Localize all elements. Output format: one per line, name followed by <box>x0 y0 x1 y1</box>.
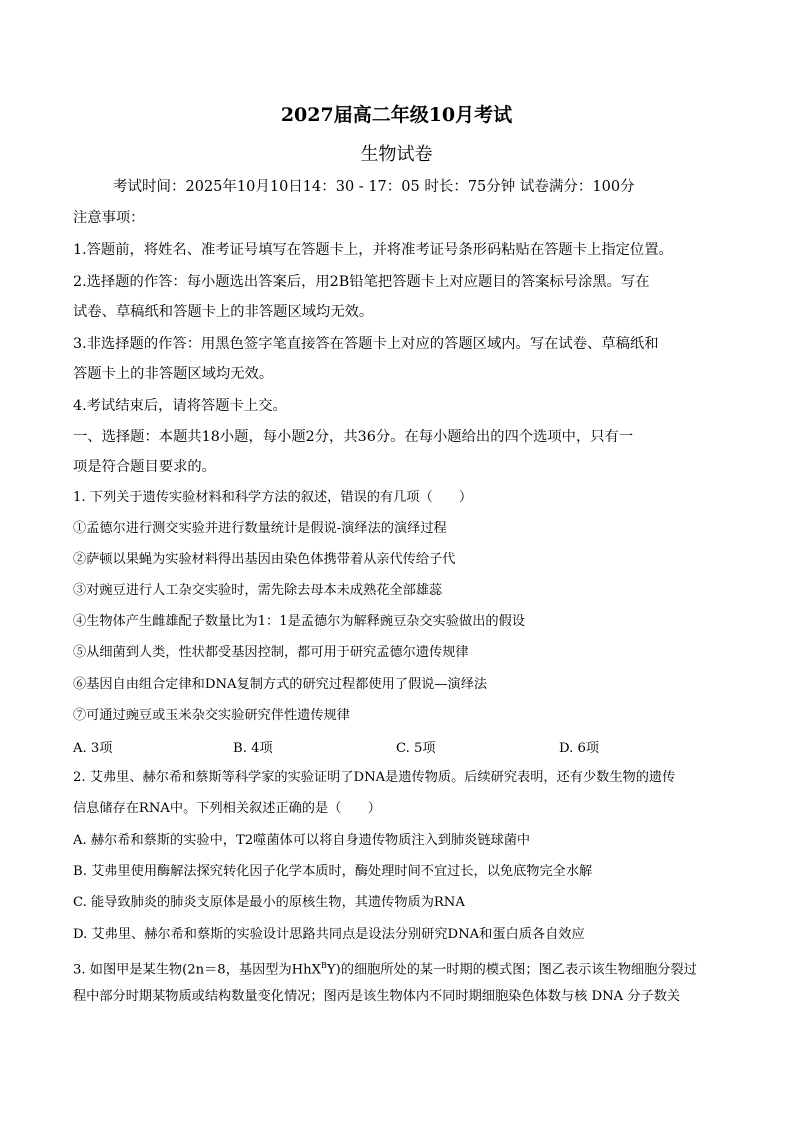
question-1-option-b: B. 4项 <box>233 741 273 756</box>
question-3-stem-line1 <box>73 956 733 980</box>
question-1-statement-7: ⑦可通过豌豆或玉米杂交实验研究伴性遗传规律 <box>73 708 350 723</box>
question-2-stem-line1: 2. 艾弗里、赫尔希和蔡斯等科学家的实验证明了DNA是遗传物质。后续研究表明，还有少数生物的遗传 <box>73 770 676 785</box>
question-1-option-a: A. 3项 <box>73 741 113 756</box>
question-1-statement-2: ②萨顿以果蝇为实验材料得出基因由染色体携带着从亲代传给子代 <box>73 552 456 567</box>
question-2-option-b: B. 艾弗里使用酶解法探究转化因子化学本质时，酶处理时间不宜过长，以免底物完全水解 <box>73 864 593 879</box>
notice-item-2-cont: 试卷、草稿纸和答题卡上的非答题区域均无效。 <box>73 304 374 320</box>
question-1-stem: 1. 下列关于遗传实验材料和科学方法的叙述，错误的有几项（ ） <box>73 490 473 505</box>
question-1-options <box>73 737 733 757</box>
question-2-option-a: A. 赫尔希和蔡斯的实验中，T2噬菌体可以将自身遗传物质注入到肺炎链球菌中 <box>73 833 531 848</box>
notice-heading: 注意事项： <box>73 210 145 226</box>
question-1-statement-5: ⑤从细菌到人类，性状都受基因控制，都可用于研究孟德尔遗传规律 <box>73 645 469 660</box>
section-heading-line1: 一、选择题：本题共18小题，每小题2分，共36分。在每小题给出的四个选项中，只有一 <box>73 429 634 445</box>
question-1-statement-6: ⑥基因自由组合定律和DNA复制方式的研究过程都使用了假说—演绎法 <box>73 677 488 692</box>
question-3-stem-line2: 程中部分时期某物质或结构数量变化情况；图丙是该生物体内不同时期细胞染色体数与核 DNA 分子数关 <box>73 989 681 1004</box>
exam-info: 考试时间：2025年10月10日14：30 - 17：05 时长：75分钟 试卷满分：100分 <box>113 179 635 195</box>
notice-item-1: 1.答题前，将姓名、准考证号填写在答题卡上，并将准考证号条形码粘贴在答题卡上指定位置。 <box>73 242 673 258</box>
question-1-option-c: C. 5项 <box>396 741 436 756</box>
section-heading-line2: 项是符合题目要求的。 <box>73 459 216 475</box>
exam-subtitle: 生物试卷 <box>360 144 433 165</box>
notice-item-2: 2.选择题的作答：每小题选出答案后，用2B铅笔把答题卡上对应题目的答案标号涂黑。写在 <box>73 274 650 290</box>
question-1-statement-1: ①孟德尔进行测交实验并进行数量统计是假说-演绎法的演绎过程 <box>73 521 447 536</box>
question-3-text-part2: Y)的细胞所处的某一时期的模式图；图乙表示该生物细胞分裂过 <box>326 962 697 978</box>
question-3-text-part1: 3. 如图甲是某生物(2n＝8，基因型为HhX <box>73 962 322 978</box>
question-2-stem-line2: 信息储存在RNA中。下列相关叙述正确的是（ ） <box>73 801 381 816</box>
question-2-option-c: C. 能导致肺炎的肺炎支原体是最小的原核生物，其遗传物质为RNA <box>73 895 465 910</box>
question-3-superscript-b: B <box>321 961 327 970</box>
question-2-option-d: D. 艾弗里、赫尔希和蔡斯的实验设计思路共同点是设法分别研究DNA和蛋白质各自效应 <box>73 927 585 942</box>
notice-item-3-cont: 答题卡上的非答题区域均无效。 <box>73 366 274 382</box>
notice-item-4: 4.考试结束后，请将答题卡上交。 <box>73 398 287 414</box>
question-1-option-d: D. 6项 <box>559 741 600 756</box>
notice-item-3: 3.非选择题的作答：用黑色签字笔直接答在答题卡上对应的答题区域内。写在试卷、草稿纸和 <box>73 336 659 352</box>
exam-title: 2027届高二年级10月考试 <box>280 104 513 126</box>
question-1-statement-4: ④生物体产生雌雄配子数量比为1：1是孟德尔为解释豌豆杂交实验做出的假设 <box>73 614 525 629</box>
question-1-statement-3: ③对豌豆进行人工杂交实验时，需先除去母本未成熟花全部雄蕊 <box>73 583 443 598</box>
